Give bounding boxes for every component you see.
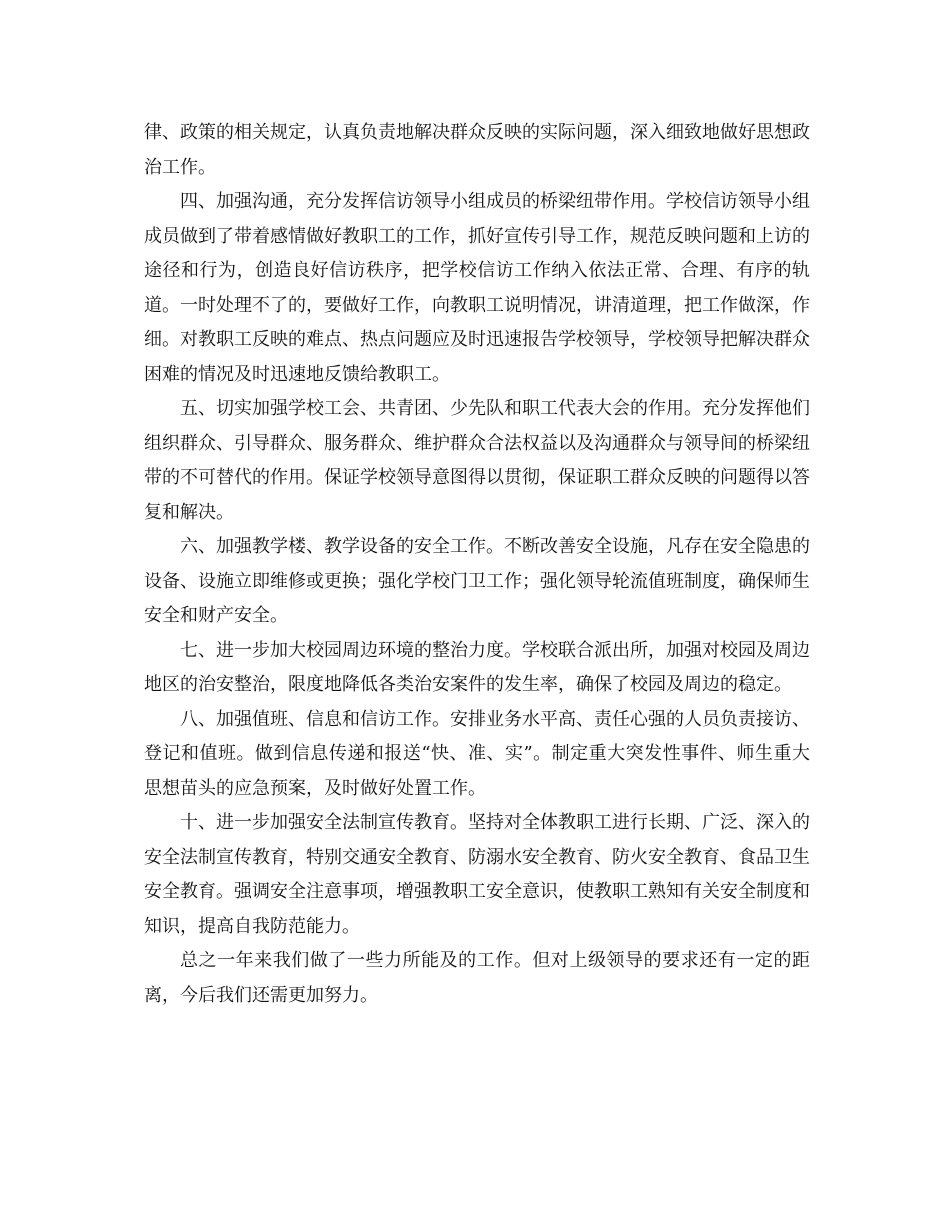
paragraph-section-5: 五、切实加强学校工会、共青团、少先队和职工代表大会的作用。充分发挥他们组织群众、引导群众、服务群众、维护群众合法权益以及沟通群众与领导间的桥梁纽带的不可替代的作用。保证学校领导意图得以贯彻，保证职工群众反映的问题得以答复和解决。 (144, 398, 810, 523)
paragraph-section-4: 四、加强沟通，充分发挥信访领导小组成员的桥梁纽带作用。学校信访领导小组成员做到了带着感情做好教职工的工作，抓好宣传引导工作，规范反映问题和上访的途径和行为，创造良好信访秩序，把学校信访工作纳入依法正常、合理、有序的轨道。一时处理不了的，要做好工作，向教职工说明情况，讲清道理，把工作做深，作细。对教职工反映的难点、热点问题应及时迅速报告学校领导，学校领导把解决群众困难的情况及时迅速地反馈给教职工。 (144, 191, 810, 385)
paragraph-section-10: 十、进一步加强安全法制宣传教育。坚持对全体教职工进行长期、广泛、深入的安全法制宣传教育，特别交通安全教育、防溺水安全教育、防火安全教育、食品卫生安全教育。强调安全注意事项，增强教职工安全意识，使教职工熟知有关安全制度和知识，提高自我防范能力。 (144, 812, 810, 937)
paragraph-section-7: 七、进一步加大校园周边环境的整治力度。学校联合派出所，加强对校园及周边地区的治安整治，限度地降低各类治安案件的发生率，确保了校园及周边的稳定。 (144, 639, 810, 695)
paragraph-conclusion: 总之一年来我们做了一些力所能及的工作。但对上级领导的要求还有一定的距离，今后我们还需更加努力。 (144, 950, 810, 1006)
paragraph-section-6: 六、加强教学楼、教学设备的安全工作。不断改善安全设施，凡存在安全隐患的设备、设施立即维修或更换；强化学校门卫工作；强化领导轮流值班制度，确保师生安全和财产安全。 (144, 536, 810, 626)
paragraph-continuation: 律、政策的相关规定，认真负责地解决群众反映的实际问题，深入细致地做好思想政治工作。 (144, 122, 810, 178)
paragraph-section-8: 八、加强值班、信息和信访工作。安排业务水平高、责任心强的人员负责接访、登记和值班。做到信息传递和报送“快、准、实”。制定重大突发性事件、师生重大思想苗头的应急预案，及时做好处置工作。 (144, 708, 810, 799)
document-body (144, 116, 810, 1013)
